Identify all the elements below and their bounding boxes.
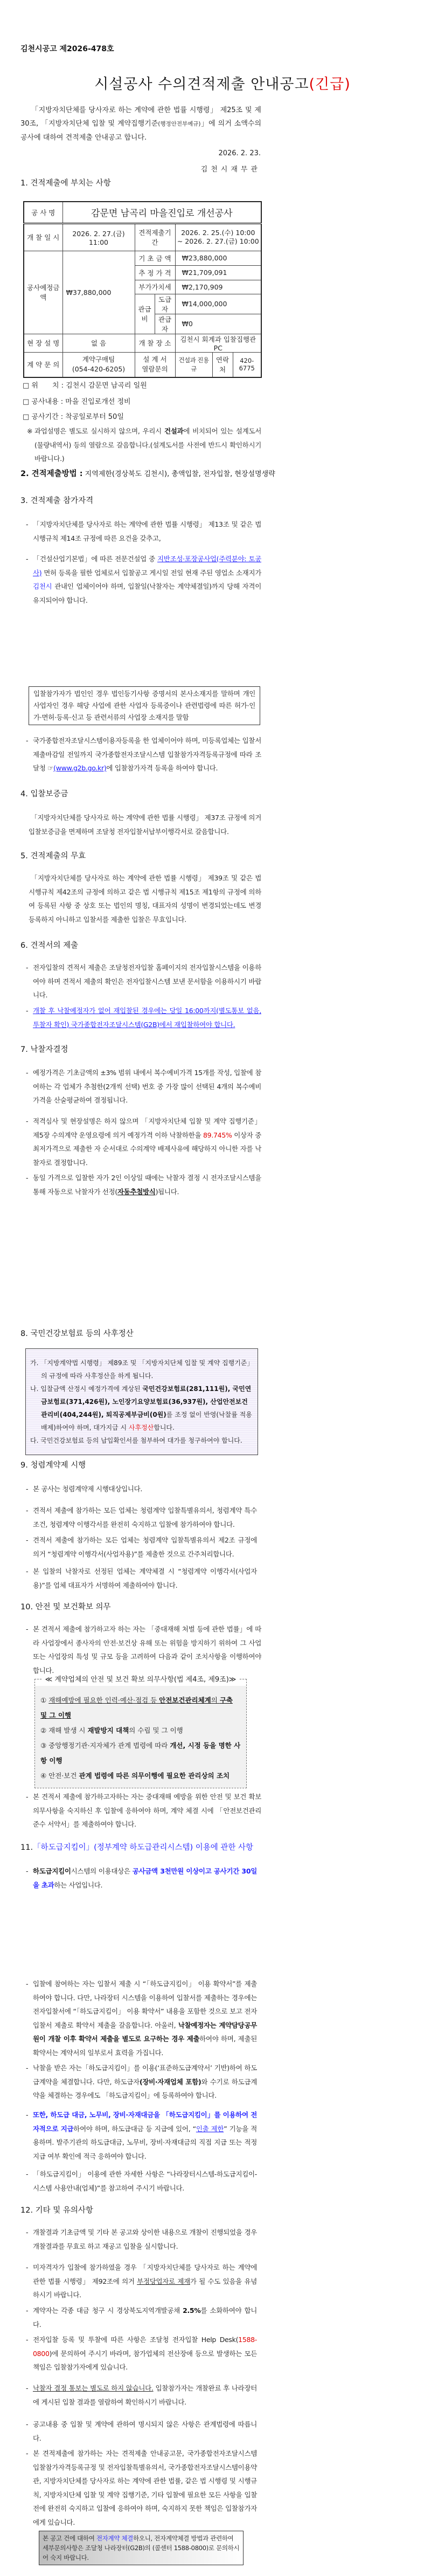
text-segment: 개찰결과 기초금액 및 기타 본 공고와 상이한 내용으로 개찰이 진행되었을 경우 개찰결과를 무효로 하고 재공고 입찰을 실시합니다. <box>33 2228 257 2250</box>
section-3-heading: 3. 견적제출 참가자격 <box>20 497 94 505</box>
section-2-title: 2. 견적제출방법 : <box>20 470 83 478</box>
list-item <box>26 1565 257 1592</box>
settlement-box <box>25 1348 258 1455</box>
duty-item <box>40 1723 241 1738</box>
section-7-heading: 7. 낙찰자결정 <box>20 1045 68 1054</box>
emphasis-text: 자동추첨방식 <box>117 1187 156 1196</box>
contractor-label: 도급자 <box>155 294 175 314</box>
text-segment: 가 될 수도 있음을 유념하시기 바랍니다. <box>33 2277 257 2299</box>
project-name-label: 공 사 명 <box>24 202 62 223</box>
contract-inquiry-label: 계 약 문 의 <box>24 352 62 377</box>
text-segment: 본 공고 건에 대하여 <box>43 2534 96 2542</box>
opening-datetime: 2026. 2. 27.(금) 11:00 <box>62 223 135 251</box>
emphasis-text: 재발방지 대책 <box>87 1726 129 1734</box>
text-segment: 합니다. <box>154 1424 175 1431</box>
contractor-amount: ₩14,000,000 <box>175 294 261 314</box>
duties-list <box>40 1693 241 1783</box>
section-9-heading: 9. 청렴계약제 시행 <box>20 1461 86 1470</box>
text-segment: ” 기능을 적용하며. 발주기관의 하도급대금, 노무비, 장비·자재대금의 직접 지급 또는 적정 지급 여부 확인에 적극 응하여야 합니다. <box>33 2124 258 2160</box>
text-segment: )에 문의하여 주시기 바라며, 참가업체의 전산장애 등으로 발생하는 모든 책임은 입찰참가자에게 있습니다. <box>33 2349 257 2371</box>
location-bullet: □ 위 치 : 김천시 감문면 남곡리 일원 <box>23 382 147 390</box>
text-segment: 적격심사 및 현장설명은 하지 않으며 「지방자치단체 입찰 및 계약 집행기준」 제5장 수의계약 운영요령에 의거 예정가격 이하 낙찰하한율 <box>33 1117 261 1139</box>
section-11-title: 「하도급지킴이」(정부계약 하도급관리시스템) 이용에 관한 사항 <box>33 1843 253 1852</box>
emphasis-text: 하도급지킴이 <box>33 1867 71 1875</box>
website-link[interactable]: (www.g2b.go.kr) <box>53 764 107 772</box>
venue-label: 개 찰 장 소 <box>135 334 175 352</box>
text-segment: 견적서 제출에 참가하는 모든 업체는 청렴계약 입찰특별유의서 제2조 규정에 의거 “청렴계약 이행각서(사업자용)”를 제출한 것으로 간주처리합니다. <box>33 1536 257 1558</box>
text-segment: 와 수기로 하도급계약을 체결하는 경우에도 「하도급지킴이」에 등록하여야 합니다. <box>33 2077 257 2099</box>
text-segment: 를 조정 없이 반영(낙찰률 적용 배제)하여야 하며, 대가지급 시 <box>41 1411 252 1431</box>
duration-bullet: □ 공사기간 : 착공일로부터 50일 <box>23 413 124 421</box>
emphasis-text: 인출 제한 <box>196 2124 224 2133</box>
text-segment: 이상자 중 최저가격으로 제출한 자 순서대로 수의계약 배제사유에 해당하지 아니한 자를 낙찰자로 결정합니다. <box>33 1131 262 1167</box>
safety-duties-box <box>34 1676 247 1788</box>
text-segment: 본 견적서 제출에 참가하고자하는 자는 중대재해 예방을 위한 안전 및 보건 확보 의무사항을 숙지하신 후 입찰에 응하여야 하며, 계약 체결 시에 「안전보건관리 준수 서약서」를 제출하여야 합니다. <box>33 1793 261 1828</box>
note-mark: ※ <box>27 427 33 435</box>
budget-value: ₩37,880,000 <box>62 251 135 334</box>
text-segment: ④ 안전·보건 <box>40 1772 79 1780</box>
settlement-row <box>30 1356 253 1382</box>
emphasis-text: 공사금액 3천만원 이상이고 공사기간 30일을 초과 <box>33 1867 257 1889</box>
text-segment: 「지방자치단체를 당사자로 하는 계약에 관한 법률 시행령」 제13조 및 같은 법 시행규칙 제14조 규정에 따른 요건을 갖추고, <box>33 520 261 542</box>
section-6-heading: 6. 견적서의 제출 <box>20 941 79 950</box>
text-segment: 견적서 제출에 참가하는 모든 업체는 청렴계약 입찰특별유의서, 청렴계약 특수조건, 청렴계약 이행각서를 완전히 숙지하고 입찰에 참가하여야 합니다. <box>33 1506 257 1528</box>
list-item <box>26 2226 257 2253</box>
text-segment: 입찰에 참여하는 자는 입찰서 제출 시 “「하도급지킴이」 이용 확약서”를 제출하여야 합니다. 다만, 나라장터 시스템을 이용하여 입찰서를 제출하는 경우에는 전자입찰서에 “「하도급지킴이」 이용 확약서” 내용을 포함한 것으로 보고 전자입찰서 제출로 확약서 제출을 갈음합니다. 아울러, <box>33 1980 257 2029</box>
text-segment: ② 재해 발생 시 <box>40 1726 88 1734</box>
section-12-heading: 12. 기타 및 유의사항 <box>20 2206 93 2215</box>
design-label-2: 열람문의 <box>142 365 168 374</box>
list-item <box>26 2261 257 2302</box>
vat-amount: ₩2,170,909 <box>175 280 261 294</box>
duties-title <box>35 1673 246 1684</box>
estimated-price: ₩21,709,091 <box>175 265 261 280</box>
text-segment: 「지방자치단체를 당사자로 하는 계약에 관한 법률 시행령」 제25조 및 제30조, 「지방자치단체 입찰 및 계약집행기준 <box>20 106 261 128</box>
text-segment: 전자입찰의 견적서 제출은 조달청전자입찰 홈페이지의 전자입찰시스템을 이용하여야 하며 견적서 제출의 확인은 전자입찰시스템 보낸 문서함을 이용하시기 바랍니다. <box>33 963 261 999</box>
list-item <box>26 1504 257 1531</box>
list-item <box>26 2304 257 2331</box>
base-amount: ₩23,880,000 <box>175 251 261 265</box>
list-item <box>26 961 261 1002</box>
section-2-heading <box>20 467 275 479</box>
text-segment: 에 입찰참가자격 등록을 하여야 합니다. <box>106 764 218 772</box>
section-8-heading: 8. 국민건강보험료 등의 사후정산 <box>20 1330 134 1338</box>
notice-number: 김천시공고 제2026-478호 <box>20 45 114 53</box>
list-item <box>26 1533 257 1561</box>
phone: 420-6775 <box>233 352 261 377</box>
list-item <box>26 1622 261 1677</box>
text-segment: 면허 등록을 필한 업체로서 입찰공고 게시일 전일 현재 주된 영업소 소재지가 <box>41 568 261 577</box>
list-item <box>26 1114 261 1169</box>
emphasis-text: (행정안전부예규) <box>158 121 201 127</box>
emphasis-text: 사후정산 <box>128 1424 154 1431</box>
list-item <box>26 734 261 775</box>
emphasis-text: 의 <box>211 1696 220 1704</box>
submission-period <box>175 223 261 251</box>
text-segment: 관내인 업체이어야 하며, 입찰일(낙찰자는 계약체결일)까지 당해 자격이 유지되어야 합니다. <box>33 582 261 604</box>
contact-phone: (054-420-6205) <box>72 365 126 374</box>
list-item <box>26 1004 261 1031</box>
e-contract-notice-box <box>39 2531 244 2565</box>
content-bullet: □ 공사내용 : 마을 진입로개선 정비 <box>23 398 131 406</box>
emphasis-text: 건설과 <box>164 427 184 435</box>
government-supply-label: 관급비 <box>135 294 155 334</box>
emphasis-text: 1588-0800 <box>33 2336 257 2358</box>
text-segment: 전자입찰 등록 및 투찰에 따른 사항은 조달청 전자입찰 Help Desk( <box>33 2336 239 2344</box>
invalidity-paragraph: 「지방자치단체를 당사자로 하는 계약에 관한 법률 시행령」 제39조 및 같은 법 시행규칙 제42조의 규정에 의하고 같은 법 시행규칙 제15조 제1항의 규정에 의하여 등록된 사항 중 상호 또는 법인의 명칭, 대표자의 성명이 변경되었는데도 변경등록하지 아니하고 입찰서를 제출한 입찰은 무효입니다. <box>29 874 261 924</box>
phone-label: 연락처 <box>212 352 233 377</box>
site-briefing-label: 현 장 설 명 <box>24 334 62 352</box>
text-segment: 본 견적서 제출에 참가하고자 하는 자는 「중대재해 처벌 등에 관한 법률」에 따라 사업장에서 종사자의 안전·보건상 유해 또는 위험을 방지하기 위하여 그 사업 또는 사업장의 특성 및 규모 등을 고려하여 다음과 같이 조치사항을 이행하여야 합니다. <box>33 1625 261 1675</box>
section-5-heading: 5. 견적제출의 무효 <box>20 852 86 860</box>
text-segment: )됩니다. <box>155 1187 179 1196</box>
contract-inquiry <box>62 352 135 377</box>
text-segment: 공고내용 중 입찰 및 계약에 관하여 명시되지 않은 사항은 관계법령에 따릅니다. <box>33 2420 257 2442</box>
text-segment: 에 비치되어 있는 설계도서(물량내역서) 등의 열람으로 갈음합니다.(설계도서를 사전에 반드시 확인하시기 바랍니다.) <box>34 427 261 463</box>
urgent-tag: (긴급) <box>309 76 351 93</box>
design-inquiry-label <box>135 352 175 377</box>
design-label-1: 설 계 서 <box>143 355 167 364</box>
list-item <box>26 518 261 545</box>
text-segment: ① <box>40 1696 49 1704</box>
section-10-heading: 10. 안전 및 보건확보 의무 <box>20 1603 111 1611</box>
list-item <box>26 2381 257 2409</box>
location-definition-box: 입찰참가자가 법인인 경우 법인등기사항 증명서의 본사소재지를 말하며 개인사업자인 경우 해당 사업에 관한 사업자 등록증이나 관련법령에 따른 허가·인가·면허·등록·신고 등 관련서류의 사업장 소재지를 말함 <box>29 686 260 725</box>
section-11-number: 11. <box>20 1843 33 1852</box>
design-dept: 건설과 진용규 <box>175 352 212 377</box>
text-segment: 나. 입찰금액 산정시 예정가격에 계상된 <box>30 1385 143 1393</box>
list-item <box>26 2333 257 2374</box>
text-segment: 낙찰을 받은 자는「하도급지킴이」를 이용(‘표준하도급계약서’ 기반)하여 하도급계약을 체결합니다. 다만, 하도급자 <box>33 2064 257 2086</box>
text-segment: 다. 국민건강보험료 등의 납입확인서를 첨부하여 대가를 청구하여야 합니다. <box>30 1437 242 1444</box>
project-name: 감문면 남곡리 마을진입로 개선공사 <box>62 202 261 223</box>
issuer: 김천시재무관 <box>200 166 261 174</box>
text-segment: 국가종합전자조달시스템이용자등록을 한 업체이어야 하며, 미등록업체는 입찰서 제출마감일 전일까지 국가종합전자조달시스템 입찰참가자격등록규정에 따라 조달청 ☞ <box>33 736 261 772</box>
emphasis-text: 국민건강보험료(281,111원), 국민연금보험료(371,426원), 노인장기요양보험료(36,937원), 산업안전보건관리비(404,244원), 퇴직공제부금비(0원) <box>41 1385 252 1418</box>
emphasis-text: 안전보건관리체계 <box>159 1696 211 1704</box>
list-item <box>26 2167 257 2195</box>
text-segment: 예정가격은 기초금액의 ±3% 범위 내에서 복수예비가격 15개를 작성, 입찰에 참여하는 각 업체가 추첨한(2개씩 선택) 번호 중 가장 많이 선택된 4개의 복수예비 가격을 산술평균하여 결정됩니다. <box>33 1069 261 1104</box>
period-start: 2026. 2. 25.(수) 10:00 <box>181 229 255 237</box>
text-segment: 하여야 하며, 하도급대금 등 지급에 있어, “ <box>73 2124 196 2133</box>
estimated-price-label: 추 정 가 격 <box>135 265 175 280</box>
list-item <box>26 1864 257 1892</box>
emphasis-text: 2.5% <box>183 2306 201 2315</box>
title-text: 시설공사 수의견적제출 안내공고 <box>94 76 309 93</box>
period-end: ~ 2026. 2. 27.(금) 10:00 <box>177 237 259 245</box>
page-title <box>0 72 445 93</box>
duty-item <box>40 1693 241 1723</box>
text-segment: 본 입찰의 낙찰자로 선정된 업체는 계약체결 시 “청렴계약 이행각서(사업자용)”를 업체 대표자가 서명하여 제출하여야 합니다. <box>33 1567 257 1589</box>
emphasis-text: 개찰 후 낙찰예정자가 없어 재입찰된 경우에는 당일 16:00까지(별도통보 없음, 투찰자 확인) 국가종합전자조달시스템(G2B)에서 재입찰하여야 합니다. <box>33 1007 261 1029</box>
venue: 김천시 회계과 입찰집행관 PC <box>175 334 261 352</box>
period-label: 견적제출기간 <box>135 223 175 251</box>
list-item <box>26 2417 257 2445</box>
text-segment: ③ 중앙행정기관·지자체가 관계 법령에 따라 <box>40 1741 170 1750</box>
text-segment: 「하도급지킴이」 이용에 관한 자세한 사항은 “나라장터시스템-하도급지킴이-시스템 사용안내(업체)”를 참고하여 주시기 바랍니다. <box>33 2170 257 2192</box>
text-segment: 」에 의거 소액수의 공사에 대하여 견적제출 안내공고 합니다. <box>20 120 261 142</box>
vat-label: 부가가치세 <box>135 280 175 294</box>
emphasis-text: 개선, 시정 등을 명한 사항 이행 <box>40 1741 241 1765</box>
base-amount-label: 기 초 금 액 <box>135 251 175 265</box>
opening-label: 개 찰 일 시 <box>24 223 62 251</box>
emphasis-text: 부정당업자로 제재 <box>137 2277 190 2285</box>
text-segment: 계약자는 각종 대금 청구 시 경상북도지역개발공채 <box>33 2306 183 2315</box>
list-item <box>26 2447 257 2529</box>
text-segment: 본 공사는 청렴계약제 시행대상입니다. <box>33 1485 143 1493</box>
list-item <box>26 1790 261 1831</box>
site-briefing: 없 음 <box>62 334 135 352</box>
duties-title-text: ≪ 계약업체의 안전 및 보건 확보 의무사항(법 제4조, 제9조)≫ <box>42 1676 240 1684</box>
list-item <box>26 1482 257 1496</box>
list-item <box>26 552 261 607</box>
text-segment: 미자격자가 입찰에 참가하였을 경우 「지방자치단체를 당사자로 하는 계약에 관한 법률 시행령」 제92조에 의거 <box>33 2263 257 2285</box>
settlement-row <box>30 1434 253 1447</box>
list-item <box>26 2108 257 2163</box>
text-segment: 입찰참가자는 개찰완료 후 나라장터에 게시된 입찰 결과를 열람하여 확인하시기 바랍니다. <box>33 2384 258 2406</box>
list-item <box>26 2061 257 2103</box>
emphasis-text: 관계 법령에 따른 의무이행에 필요한 관리상의 조치 <box>79 1772 230 1780</box>
text-segment: 를 소화하여야 합니다. <box>33 2306 257 2329</box>
briefing-note <box>27 424 261 466</box>
submission-method: 지역제한(경상북도 김천시), 총액입찰, 전자입찰, 현장설명생략 <box>82 470 275 478</box>
section-1-heading: 1. 견적제출에 부치는 사항 <box>20 179 111 188</box>
text-segment: 하오니, 전자계약체결 방법과 관련하여 세부문의사항은 조달청 나라장터(G2B)의 (콜센터 1588-0800)로 문의하시어 숙지 바랍니다. <box>43 2534 240 2561</box>
section-4-heading: 4. 입찰보증금 <box>20 790 68 798</box>
emphasis-text: 89.745% <box>203 1131 232 1139</box>
supplier-amount: ₩0 <box>175 314 261 334</box>
text-segment: 의 수립 및 그 이행 <box>129 1726 183 1734</box>
settlement-row <box>30 1382 253 1434</box>
emphasis-text: 재해예방에 필요한 인력·예산·점검 등 <box>48 1696 159 1704</box>
text-segment: 가. 「지방계약법 시행령」 제89조 및 「지방자치단체 입찰 및 계약 집행기준」의 규정에 따라 사후정산을 하게 됩니다. <box>30 1359 251 1380</box>
note-text <box>34 427 261 463</box>
notice-date: 2026. 2. 23. <box>218 149 261 157</box>
emphasis-text: 또한, 하도급 대금, 노무비, 장비·자재대금을 「하도급지킴이」를 이용하여 전자적으로 지급 <box>33 2111 257 2133</box>
deposit-paragraph: 「지방자치단체를 당사자로 하는 계약에 관한 법률 시행령」 제37조 규정에 의거 입찰보증금을 면제하며 조달청 전자입찰서납부이행각서로 갈음합니다. <box>29 814 261 836</box>
supplier-label: 관급자 <box>155 314 175 334</box>
text-segment: 시스템의 이용대상은 <box>71 1867 133 1875</box>
emphasis-text: (장비·자재업체 포함) <box>139 2077 201 2086</box>
duty-item <box>40 1738 241 1768</box>
contact-team: 계약구매팀 <box>82 355 115 364</box>
budget-label: 공사예정금액 <box>24 251 62 334</box>
emphasis-text: 김천시 <box>33 582 52 590</box>
section-11-heading <box>20 1841 253 1852</box>
emphasis-text: 구축 및 그 이행 <box>40 1696 233 1719</box>
text-segment: 동일 가격으로 입찰한 자가 2인 이상일 때에는 낙찰자 결정 시 전자조달시스템을 통해 자동으로 낙찰자가 선정( <box>33 1174 261 1196</box>
list-item <box>26 1171 261 1199</box>
emphasis-text: 지반조성·포장공사업(주력분야: 토공사) <box>33 555 261 577</box>
list-item <box>26 1066 261 1107</box>
intro-paragraph <box>20 104 261 144</box>
emphasis-text: 전자계약 체결 <box>96 2534 134 2542</box>
emphasis-text: 낙찰예정자는 계약담당공무원이 개찰 이후 확약서 제출을 별도로 요구하는 경우 제출 <box>33 2021 258 2043</box>
list-item <box>26 1977 257 2060</box>
text-segment: 하여야 하며, 제출된 확약서는 계약서의 일부로서 효력을 가집니다. <box>33 2035 257 2057</box>
text-segment: 하는 사업입니다. <box>54 1881 103 1889</box>
duty-item <box>40 1768 241 1783</box>
text-segment: 본 견적제출에 참가하는 자는 견적제출 안내공고문, 국가종합전자조달시스템 입찰참가자격등록규정 및 전자입찰특별유의서, 국가종합전자조달시스템이용약관, 지방자치단체를 당사자로 하는 계약에 관한 법률, 같은 법 시행령 및 시행규칙, 지방자치단체 입찰 및 계약 집행기준, 기타 입찰에 필요한 모든 사항을 입찰 전에 완전히 숙지하고 입찰에 응하여야 하며, 숙지하지 못한 책임은 입찰참가자에게 있습니다. <box>33 2449 257 2526</box>
project-info-table <box>23 201 262 378</box>
emphasis-text: 낙찰자 결정 통보는 별도로 하지 않습니다. <box>33 2384 154 2392</box>
text-segment: 과업설명은 별도로 실시하지 않으며, 우리시 <box>34 427 164 435</box>
text-segment: 「건설산업기본법」에 따른 전문건설업 중 <box>33 555 158 563</box>
